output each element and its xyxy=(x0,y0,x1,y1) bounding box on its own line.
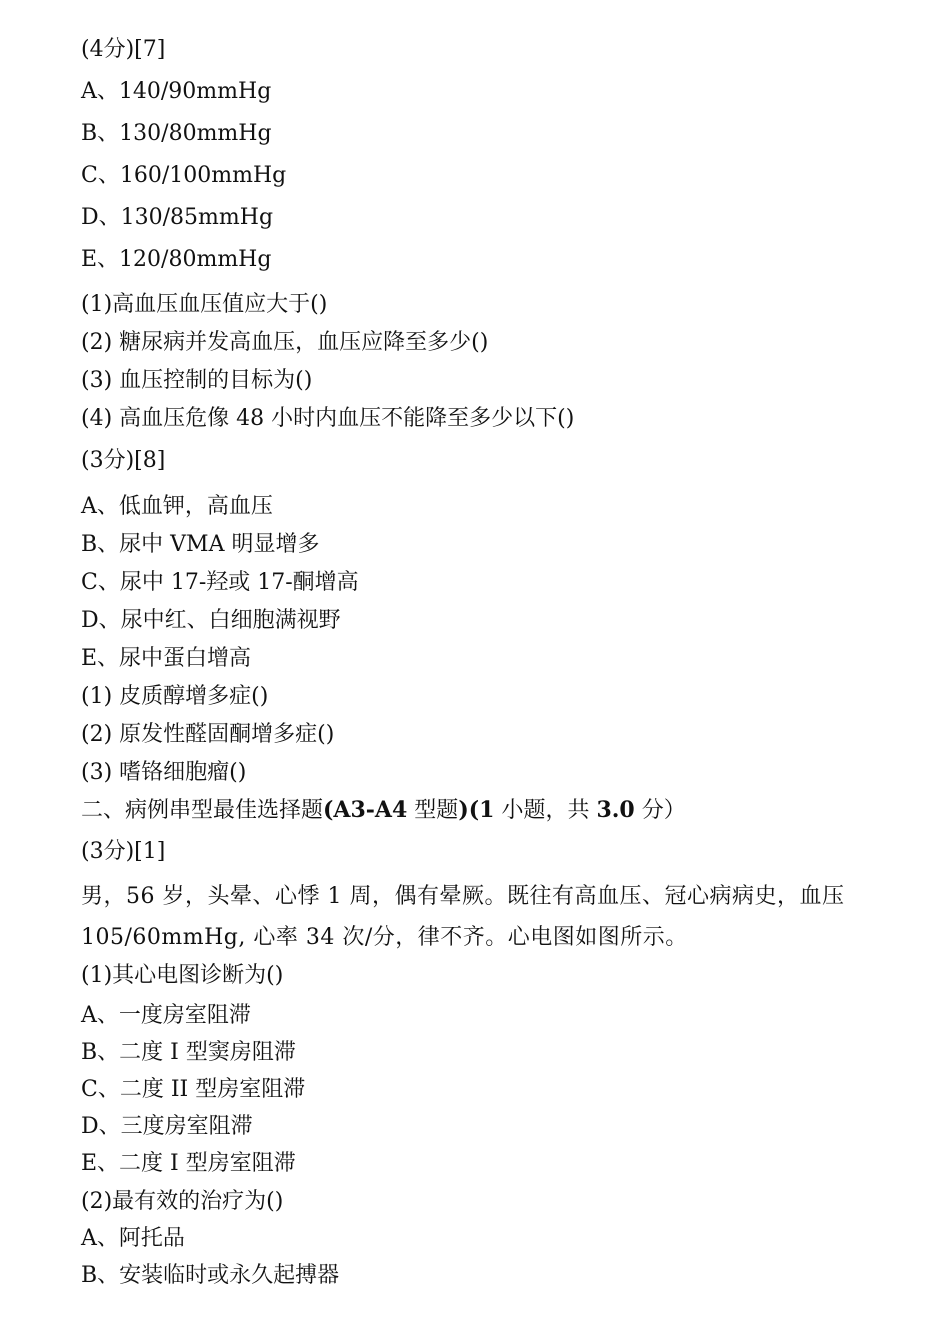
question-item: (2)最有效的治疗为() xyxy=(81,1189,284,1214)
option-e: E、二度 I 型房室阻滞 xyxy=(81,1151,296,1176)
question-item: (1) 皮质醇增多症() xyxy=(81,684,269,709)
option-c: C、160/100mmHg xyxy=(81,163,287,188)
option-a: A、140/90mmHg xyxy=(81,79,272,104)
option-a: A、一度房室阻滞 xyxy=(81,1003,251,1028)
question-item: (2) 原发性醛固酮增多症() xyxy=(81,722,335,747)
part-title xyxy=(81,796,686,825)
option-a: A、低血钾，高血压 xyxy=(81,494,273,519)
option-d: D、三度房室阻滞 xyxy=(81,1114,253,1139)
option-d: D、130/85mmHg xyxy=(81,205,274,230)
question-item: (2) 糖尿病并发高血压，血压应降至多少() xyxy=(81,330,489,355)
question-item: (1)高血压血压值应大于() xyxy=(81,292,328,317)
option-b: B、二度 I 型窦房阻滞 xyxy=(81,1040,296,1065)
case-stem: 男，56 岁，头晕、心悸 1 周，偶有晕厥。既往有高血压、冠心病病史，血压 105/60mmHg, 心率 34 次/分，律不齐。心电图如图所示。 xyxy=(81,884,845,950)
part-title-bold: 3.0 xyxy=(596,797,635,823)
part-title-text: 型题 xyxy=(407,798,459,823)
option-a: A、阿托品 xyxy=(81,1226,185,1251)
option-e: E、尿中蛋白增高 xyxy=(81,646,252,671)
section-header: (3分)[8] xyxy=(81,448,166,473)
option-c: C、二度 II 型房室阻滞 xyxy=(81,1077,306,1102)
section-header: (4分)[7] xyxy=(81,37,166,62)
part-title-bold: )(1 xyxy=(458,797,495,823)
option-d: D、尿中红、白细胞满视野 xyxy=(81,608,341,633)
option-c: C、尿中 17-羟或 17-酮增高 xyxy=(81,570,359,595)
question-item: (3) 血压控制的目标为() xyxy=(81,368,313,393)
option-e: E、120/80mmHg xyxy=(81,247,272,272)
question-item: (4) 高血压危像 48 小时内血压不能降至多少以下() xyxy=(81,406,575,431)
part-title-text: 小题，共 xyxy=(494,798,597,823)
option-b: B、130/80mmHg xyxy=(81,121,272,146)
question-item: (3) 嗜铬细胞瘤() xyxy=(81,760,247,785)
part-title-bold: (A3-A4 xyxy=(323,797,408,823)
part-title-text: 分） xyxy=(634,798,686,823)
question-item: (1)其心电图诊断为() xyxy=(81,963,284,988)
part-title-text: 二、病例串型最佳选择题 xyxy=(81,798,324,823)
option-b: B、尿中 VMA 明显增多 xyxy=(81,532,320,557)
option-b: B、安装临时或永久起搏器 xyxy=(81,1263,340,1288)
section-header: (3分)[1] xyxy=(81,839,166,864)
